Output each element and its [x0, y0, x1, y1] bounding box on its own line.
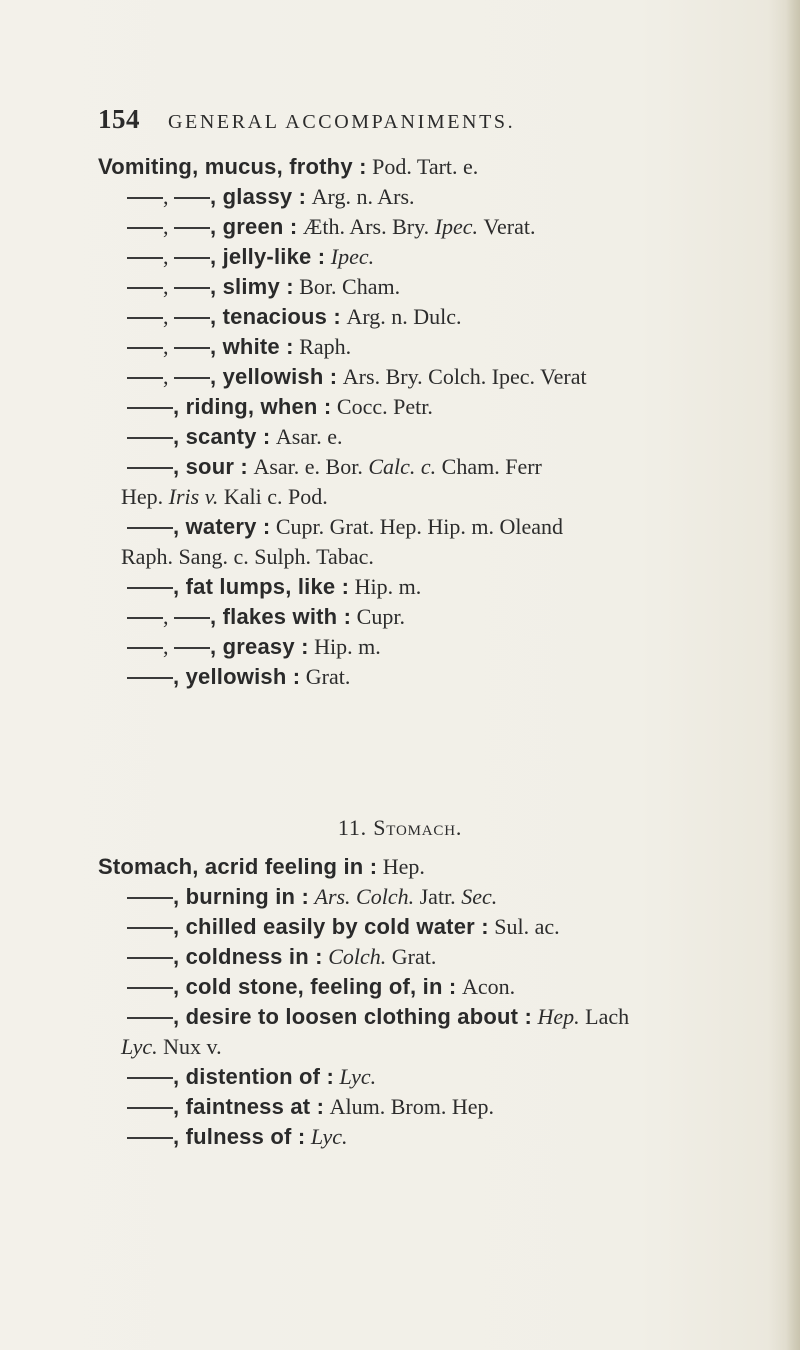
ditto-dash: [127, 587, 173, 589]
vomiting-line-9: , riding, when : Cocc. Petr.: [127, 392, 800, 422]
ditto-dash: [174, 617, 210, 619]
vomiting-line-3: , , green : Æth. Ars. Bry. Ipec. Verat.: [127, 212, 800, 242]
ditto-dash: [127, 987, 173, 989]
ditto-dash: [127, 927, 173, 929]
stomach-line-6: , desire to loosen clothing about : Hep. Lach: [127, 1002, 800, 1032]
ditto-dash: [127, 647, 163, 649]
vomiting-line-11: , sour : Asar. e. Bor. Calc. c. Cham. Ferr: [127, 452, 800, 482]
stomach-line-5: , cold stone, feeling of, in : Acon.: [127, 972, 800, 1002]
vomiting-line-4: , , jelly-like : Ipec.: [127, 242, 800, 272]
ditto-dash: [127, 897, 173, 899]
stomach-line-9: , faintness at : Alum. Brom. Hep.: [127, 1092, 800, 1122]
ditto-dash: [174, 647, 210, 649]
vomiting-line-10: , scanty : Asar. e.: [127, 422, 800, 452]
section-heading: [0, 815, 800, 841]
ditto-dash: [127, 1077, 173, 1079]
ditto-dash: [127, 617, 163, 619]
vomiting-line-16: , , flakes with : Cupr.: [127, 602, 800, 632]
ditto-dash: [174, 317, 210, 319]
stomach-line-8: , distention of : Lyc.: [127, 1062, 800, 1092]
ditto-dash: [127, 407, 173, 409]
ditto-dash: [174, 197, 210, 199]
ditto-dash: [127, 287, 163, 289]
vomiting-line-2: , , glassy : Arg. n. Ars.: [127, 182, 800, 212]
ditto-dash: [127, 1017, 173, 1019]
stomach-line-3: , chilled easily by cold water : Sul. ac.: [127, 912, 800, 942]
vomiting-line-13: , watery : Cupr. Grat. Hep. Hip. m. Oleand: [127, 512, 800, 542]
ditto-dash: [127, 377, 163, 379]
vomiting-line-17: , , greasy : Hip. m.: [127, 632, 800, 662]
vomiting-line-1: Vomiting, mucus, frothy : Pod. Tart. e.: [98, 154, 479, 179]
ditto-dash: [127, 677, 173, 679]
ditto-dash: [127, 957, 173, 959]
stomach-line-2: , burning in : Ars. Colch. Jatr. Sec.: [127, 882, 800, 912]
stomach-line-10: , fulness of : Lyc.: [127, 1122, 800, 1152]
vomiting-line-5: , , slimy : Bor. Cham.: [127, 272, 800, 302]
page-header: [98, 104, 738, 135]
ditto-dash: [127, 257, 163, 259]
ditto-dash: [127, 527, 173, 529]
ditto-dash: [127, 317, 163, 319]
ditto-dash: [127, 437, 173, 439]
stomach-line-7: Lyc. Nux v.: [121, 1034, 222, 1059]
section-title: Stomach.: [373, 815, 463, 840]
vomiting-line-8: , , yellowish : Ars. Bry. Colch. Ipec. Verat: [127, 362, 800, 392]
ditto-dash: [174, 227, 210, 229]
vomiting-line-15: , fat lumps, like : Hip. m.: [127, 572, 800, 602]
ditto-dash: [174, 347, 210, 349]
vomiting-line-14: Raph. Sang. c. Sulph. Tabac.: [121, 544, 374, 569]
ditto-dash: [174, 257, 210, 259]
ditto-dash: [174, 287, 210, 289]
vomiting-line-18: , yellowish : Grat.: [127, 662, 800, 692]
page-number: 154: [98, 104, 140, 134]
ditto-dash: [174, 377, 210, 379]
stomach-line-4: , coldness in : Colch. Grat.: [127, 942, 800, 972]
ditto-dash: [127, 227, 163, 229]
ditto-dash: [127, 197, 163, 199]
ditto-dash: [127, 467, 173, 469]
stomach-line-1: Stomach, acrid feeling in : Hep.: [98, 854, 425, 879]
vomiting-line-6: , , tenacious : Arg. n. Dulc.: [127, 302, 800, 332]
vomiting-line-7: , , white : Raph.: [127, 332, 800, 362]
ditto-dash: [127, 347, 163, 349]
ditto-dash: [127, 1137, 173, 1139]
running-head: GENERAL ACCOMPANIMENTS.: [168, 111, 516, 133]
ditto-dash: [127, 1107, 173, 1109]
vomiting-line-12: Hep. Iris v. Kali c. Pod.: [121, 484, 328, 509]
section-number: 11.: [337, 815, 367, 840]
